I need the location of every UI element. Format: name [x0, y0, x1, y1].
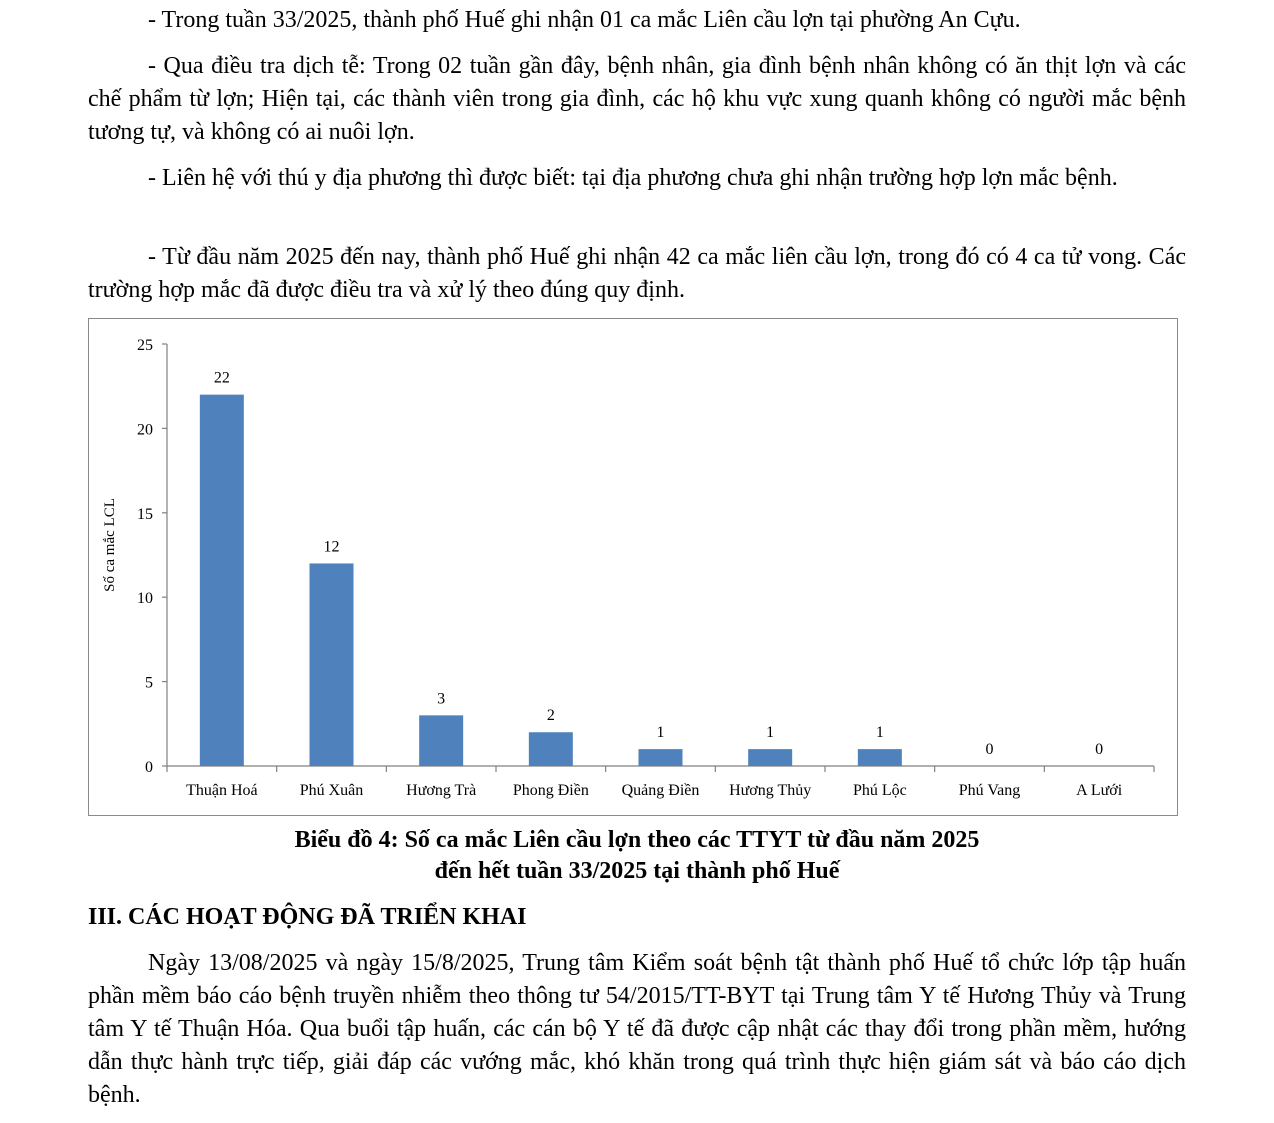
y-tick-label: 20 [137, 421, 153, 439]
y-tick-label: 10 [137, 590, 153, 608]
bar-chart-container [88, 318, 1178, 816]
paragraph-year-summary: - Từ đầu năm 2025 đến nay, thành phố Huế ghi nhận 42 ca mắc liên cầu lợn, trong đó có 4 ca tử vong. Các trường hợp mắc đã được điều tra và xử lý theo đúng quy định. [88, 244, 1186, 303]
x-category-label: Phú Xuân [299, 782, 364, 799]
section-heading: III. CÁC HOẠT ĐỘNG ĐÃ TRIỂN KHAI [88, 904, 527, 930]
bar-chart [89, 319, 1179, 817]
y-axis-title: Số ca mắc LCL [102, 498, 118, 592]
chart-caption-line1: Biểu đồ 4: Số ca mắc Liên cầu lợn theo các TTYT từ đầu năm 2025 [294, 827, 980, 853]
bar [748, 749, 792, 766]
data-label: 0 [1095, 741, 1104, 758]
paragraph-epidemiology: - Qua điều tra dịch tễ: Trong 02 tuần gần đây, bệnh nhân, gia đình bệnh nhân không có ăn thịt lợn và các chế phẩm từ lợn; Hiện tại, các thành viên trong gia đình, các hộ khu vực xung quanh không có người mắc bệnh tương tự, và không có ai nuôi lợn. [88, 53, 1186, 145]
x-category-label: Phú Vang [958, 782, 1021, 799]
paragraph-case-week: - Trong tuần 33/2025, thành phố Huế ghi nhận 01 ca mắc Liên cầu lợn tại phường An Cựu. [148, 7, 1021, 33]
bar [858, 749, 902, 766]
chart-caption-line2: đến hết tuần 33/2025 tại thành phố Huế [434, 858, 840, 884]
data-label: 1 [766, 724, 775, 742]
x-category-label: Phú Lộc [852, 782, 907, 799]
x-category-label: Hương Trà [406, 782, 477, 799]
paragraph-veterinary: - Liên hệ với thú y địa phương thì được biết: tại địa phương chưa ghi nhận trường hợp lợn mắc bệnh. [148, 165, 1118, 191]
bar [310, 563, 354, 766]
paragraph-training: Ngày 13/08/2025 và ngày 15/8/2025, Trung tâm Kiểm soát bệnh tật thành phố Huế tổ chức lớp tập huấn phần mềm báo cáo bệnh truyền nhiễm theo thông tư 54/2015/TT-BYT tại Trung tâm Y tế Hương Thủy và Trung tâm Y tế Thuận Hóa. Qua buổi tập huấn, các cán bộ Y tế đã được cập nhật các thay đổi trong phần mềm, hướng dẫn thực hành trực tiếp, giải đáp các vướng mắc, khó khăn trong quá trình thực hiện giám sát và báo cáo dịch bệnh. [88, 950, 1186, 1108]
data-label: 1 [875, 724, 884, 742]
y-tick-label: 25 [137, 337, 153, 354]
x-category-label: Hương Thủy [729, 782, 812, 799]
bar [200, 395, 244, 766]
x-category-label: A Lưới [1076, 782, 1123, 799]
bar [529, 732, 573, 766]
y-tick-label: 15 [137, 505, 153, 523]
x-category-label: Thuận Hoá [186, 782, 258, 799]
x-category-label: Quảng Điền [621, 782, 700, 799]
y-tick-label: 0 [145, 759, 153, 776]
data-label: 22 [213, 369, 230, 387]
data-label: 1 [656, 724, 665, 742]
bar [419, 715, 463, 766]
data-label: 0 [985, 741, 994, 758]
bar [639, 749, 683, 766]
data-label: 3 [437, 690, 446, 708]
data-label: 12 [323, 538, 340, 556]
data-label: 2 [546, 707, 555, 725]
y-tick-label: 5 [145, 674, 153, 692]
x-category-label: Phong Điền [512, 782, 589, 799]
